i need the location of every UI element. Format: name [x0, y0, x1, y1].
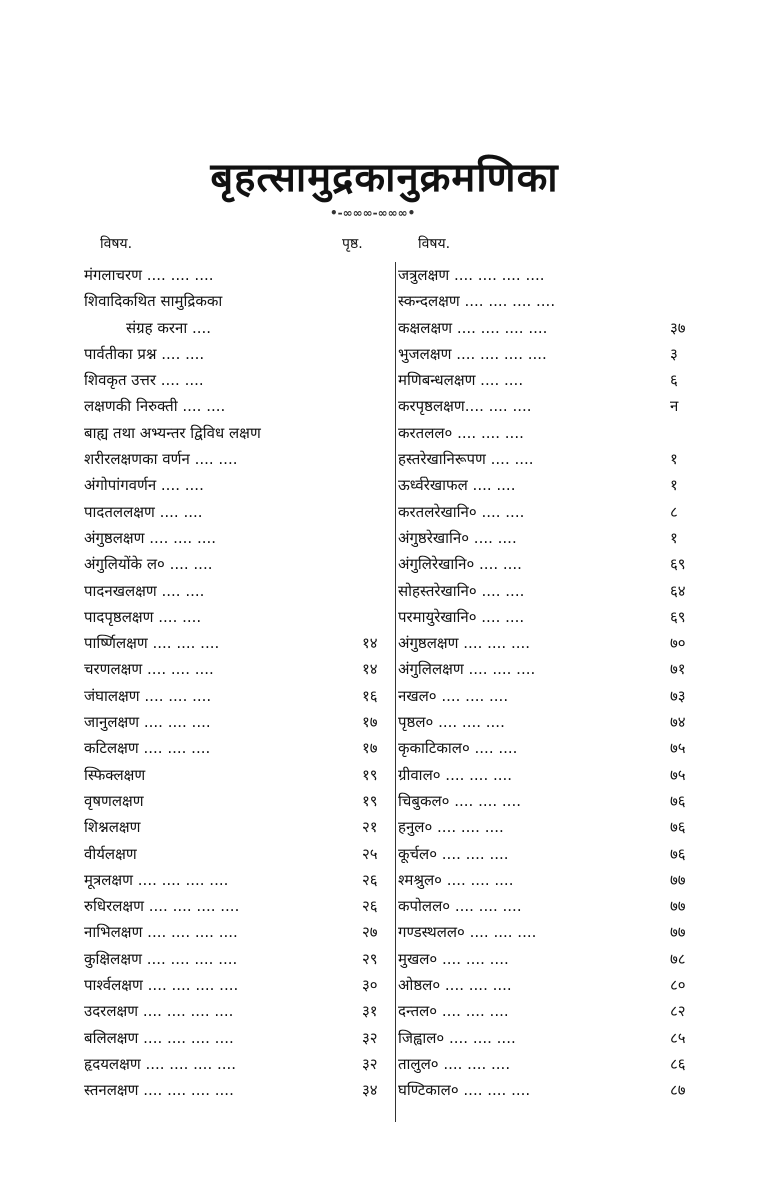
entry-page-number: ३४ [362, 1081, 378, 1100]
entry-page-number: ३७ [670, 318, 686, 337]
entry-page-number: ८० [670, 976, 686, 995]
entry-title: पार्ष्णिलक्षण .... .... .... [84, 634, 220, 653]
entry-page-number: ६ [670, 371, 678, 390]
entry-title: स्कन्दलक्षण .... .... .... .... [398, 292, 556, 311]
entry-page-number: १४ [362, 660, 378, 679]
index-entry [398, 472, 713, 498]
index-entry [398, 446, 713, 472]
entry-page-number: १९ [362, 791, 378, 810]
entry-page-number: ७४ [670, 713, 686, 732]
entry-page-number: न [670, 397, 679, 416]
entry-page-number: ७५ [670, 765, 686, 784]
entry-page-number: ८ [670, 502, 678, 521]
index-entry [84, 762, 394, 788]
entry-title: जत्रुलक्षण .... .... .... .... [398, 266, 545, 284]
entry-title: शिवादिकथित सामुद्रिकका [84, 292, 223, 311]
page-number-header: पृष्ठ. [342, 236, 363, 252]
entry-page-number: ७६ [670, 818, 686, 837]
entry-title: अंगुष्ठरेखानि० .... .... [398, 528, 517, 547]
entry-title: पादतललक्षण .... .... [84, 502, 203, 521]
entry-page-number: ८५ [670, 1028, 686, 1047]
entry-page-number: २७ [362, 923, 378, 942]
entry-title: जंघालक्षण .... .... .... [84, 686, 212, 705]
index-entry [398, 262, 713, 288]
entry-title: कक्षलक्षण .... .... .... .... [398, 318, 548, 337]
entry-title: पादनखलक्षण .... .... [84, 581, 205, 600]
entry-title: अंगुलिलक्षण .... .... .... [398, 660, 536, 679]
entry-page-number: १९ [362, 765, 378, 784]
entry-title: अंगुष्ठलक्षण .... .... .... [84, 528, 217, 547]
entry-page-number: ८६ [670, 1054, 686, 1073]
index-entry [84, 551, 394, 577]
entry-title: तालुल० .... .... .... [398, 1054, 511, 1073]
index-entry [398, 393, 713, 419]
entry-title: संग्रह करना .... [126, 318, 212, 337]
left-subject-header: विषय. [100, 236, 133, 252]
index-entry [398, 578, 713, 604]
entry-title: हस्तरेखानिरूपण .... .... [398, 450, 534, 469]
entry-title: मंगलाचरण .... .... .... [84, 266, 214, 284]
index-entry [84, 814, 394, 840]
entry-title: हनुल० .... .... .... [398, 818, 504, 837]
entry-title: बाह्य तथा अभ्यन्तर द्विविध लक्षण [84, 423, 261, 442]
title-ornament: •-∞∞∞-∞∞∞• [330, 206, 416, 220]
entry-title: उदरलक्षण .... .... .... .... [84, 1002, 234, 1021]
entry-title: वृषणलक्षण [84, 791, 144, 810]
entry-title: रुधिरलक्षण .... .... .... .... [84, 897, 240, 916]
entry-page-number: २६ [362, 897, 378, 916]
index-entry [398, 630, 713, 656]
entry-title: नाभिलक्षण .... .... .... .... [84, 923, 238, 942]
left-index-column [84, 262, 394, 1104]
entry-title: दन्तल० .... .... .... [398, 1002, 509, 1021]
index-entry [398, 604, 713, 630]
entry-title: अंगुलिरेखानि० .... .... [398, 555, 522, 574]
index-entry [398, 367, 713, 393]
right-subject-header: विषय. [418, 236, 451, 252]
index-entry [84, 1025, 394, 1051]
entry-page-number: १ [670, 450, 678, 469]
index-entry [84, 656, 394, 682]
entry-title: चिबुकल० .... .... .... [398, 791, 521, 810]
entry-page-number: ७६ [670, 791, 686, 810]
entry-title: जानुलक्षण .... .... .... [84, 713, 211, 732]
index-entry [84, 604, 394, 630]
entry-title: अंगुलियोंके ल० .... .... [84, 555, 213, 574]
entry-page-number: २५ [362, 844, 378, 863]
index-entry [398, 919, 713, 945]
index-entry [84, 683, 394, 709]
index-entry [398, 341, 713, 367]
index-entry [84, 446, 394, 472]
entry-page-number: ३१ [362, 1002, 378, 1021]
entry-title: नखल० .... .... .... [398, 686, 509, 705]
index-entry [84, 630, 394, 656]
index-entry [398, 998, 713, 1024]
index-entry [84, 341, 394, 367]
entry-title: बलिलक्षण .... .... .... .... [84, 1028, 234, 1047]
entry-title: करतलल० .... .... .... [398, 423, 524, 442]
index-entry [84, 578, 394, 604]
entry-title: पार्वतीका प्रश्न .... .... [84, 344, 205, 363]
index-entry [84, 262, 394, 288]
index-entry [398, 867, 713, 893]
entry-title: पार्श्वलक्षण .... .... .... .... [84, 976, 239, 995]
entry-title: मुखल० .... .... .... [398, 949, 509, 968]
index-entry [398, 315, 713, 341]
index-entry [398, 551, 713, 577]
index-entry [84, 315, 394, 341]
entry-title: शिश्नलक्षण [84, 818, 141, 837]
entry-page-number: ३२ [362, 1054, 378, 1073]
index-entry [84, 709, 394, 735]
index-entry [84, 867, 394, 893]
entry-title: लक्षणकी निरुक्ती .... .... [84, 397, 226, 416]
index-entry [398, 1025, 713, 1051]
entry-page-number: ७० [670, 634, 686, 653]
index-entry [84, 367, 394, 393]
entry-title: हृदयलक्षण .... .... .... .... [84, 1054, 237, 1073]
column-divider [395, 262, 396, 1122]
index-entry [84, 472, 394, 498]
entry-title: करतलरेखानि० .... .... [398, 502, 525, 521]
index-entry [84, 393, 394, 419]
index-entry [398, 709, 713, 735]
entry-page-number: १६ [362, 686, 378, 705]
entry-title: शरीरलक्षणका वर्णन .... .... [84, 450, 238, 469]
entry-title: पृष्ठल० .... .... .... [398, 713, 505, 732]
index-entry [398, 814, 713, 840]
entry-page-number: २१ [362, 818, 378, 837]
entry-page-number: ७३ [670, 686, 686, 705]
index-entry [398, 972, 713, 998]
entry-page-number: ७६ [670, 844, 686, 863]
entry-title: अंगुष्ठलक्षण .... .... .... [398, 634, 531, 653]
index-entry [398, 841, 713, 867]
entry-title: वीर्यलक्षण [84, 844, 137, 863]
entry-page-number: ३० [362, 976, 378, 995]
index-entry [398, 1051, 713, 1077]
index-entry [84, 919, 394, 945]
entry-page-number: ७७ [670, 870, 686, 889]
entry-page-number: ६९ [670, 555, 686, 574]
entry-title: कटिलक्षण .... .... .... [84, 739, 211, 758]
index-entry [398, 1077, 713, 1103]
entry-title: कृकाटिकाल० .... .... [398, 739, 518, 758]
index-entry [398, 735, 713, 761]
entry-title: स्तनलक्षण .... .... .... .... [84, 1081, 234, 1100]
index-entry [84, 420, 394, 446]
entry-title: सोहस्तरेखानि० .... .... [398, 581, 525, 600]
entry-title: शिवकृत उत्तर .... .... [84, 371, 204, 390]
index-entry [398, 499, 713, 525]
index-entry [398, 946, 713, 972]
entry-title: पादपृष्ठलक्षण .... .... [84, 607, 202, 626]
entry-page-number: २६ [362, 870, 378, 889]
page-title: बृहत्सामुद्रकानुक्रमणिका [210, 154, 559, 201]
entry-page-number: ७७ [670, 923, 686, 942]
index-entry [398, 762, 713, 788]
index-entry [84, 946, 394, 972]
entry-title: जिह्वाल० .... .... .... [398, 1028, 516, 1047]
index-entry [84, 788, 394, 814]
right-index-column [398, 262, 713, 1104]
index-entry [84, 499, 394, 525]
entry-page-number: १ [670, 528, 678, 547]
index-entry [398, 656, 713, 682]
entry-title: ऊर्ध्वरेखाफल .... .... [398, 476, 516, 495]
entry-page-number: ६९ [670, 607, 686, 626]
index-entry [84, 841, 394, 867]
entry-page-number: ७५ [670, 739, 686, 758]
entry-title: गण्डस्थलल० .... .... .... [398, 923, 537, 942]
entry-title: घण्टिकाल० .... .... .... [398, 1081, 531, 1100]
entry-title: भुजलक्षण .... .... .... .... [398, 344, 547, 363]
entry-title: परमायुरेखानि० .... .... [398, 607, 525, 626]
entry-title: मूत्रलक्षण .... .... .... .... [84, 870, 229, 889]
entry-title: मणिबन्धलक्षण .... .... [398, 371, 524, 390]
index-entry [398, 683, 713, 709]
index-entry [398, 420, 713, 446]
entry-page-number: ३२ [362, 1028, 378, 1047]
entry-page-number: १४ [362, 634, 378, 653]
entry-title: कूर्चल० .... .... .... [398, 844, 509, 863]
index-entry [84, 1077, 394, 1103]
index-entry [398, 893, 713, 919]
entry-title: ग्रीवाल० .... .... .... [398, 765, 513, 784]
index-entry [398, 788, 713, 814]
entry-page-number: ३ [670, 344, 678, 363]
entry-page-number: ८२ [670, 1002, 686, 1021]
index-entry [84, 893, 394, 919]
index-entry [84, 735, 394, 761]
index-entry [84, 972, 394, 998]
entry-page-number: १७ [362, 713, 378, 732]
index-entry [398, 525, 713, 551]
entry-page-number: १७ [362, 739, 378, 758]
entry-title: करपृष्ठलक्षण.... .... .... [398, 397, 532, 416]
entry-title: ओष्ठल० .... .... .... [398, 976, 512, 995]
entry-title: कुक्षिलक्षण .... .... .... .... [84, 949, 238, 968]
entry-page-number: ६४ [670, 581, 686, 600]
entry-page-number: ७८ [670, 949, 686, 968]
entry-title: अंगोपांगवर्णन .... .... [84, 476, 204, 495]
entry-title: चरणलक्षण .... .... .... [84, 660, 214, 679]
index-entry [84, 1051, 394, 1077]
entry-page-number: २९ [362, 949, 378, 968]
entry-page-number: ८७ [670, 1081, 686, 1100]
entry-title: स्फिक्लक्षण [84, 765, 146, 784]
entry-page-number: ७१ [670, 660, 686, 679]
index-entry [398, 288, 713, 314]
index-entry [84, 288, 394, 314]
entry-title: कपोलल० .... .... .... [398, 897, 522, 916]
index-entry [84, 525, 394, 551]
entry-page-number: ७७ [670, 897, 686, 916]
index-entry [84, 998, 394, 1024]
entry-title: श्मश्रुल० .... .... .... [398, 870, 514, 889]
entry-page-number: १ [670, 476, 678, 495]
